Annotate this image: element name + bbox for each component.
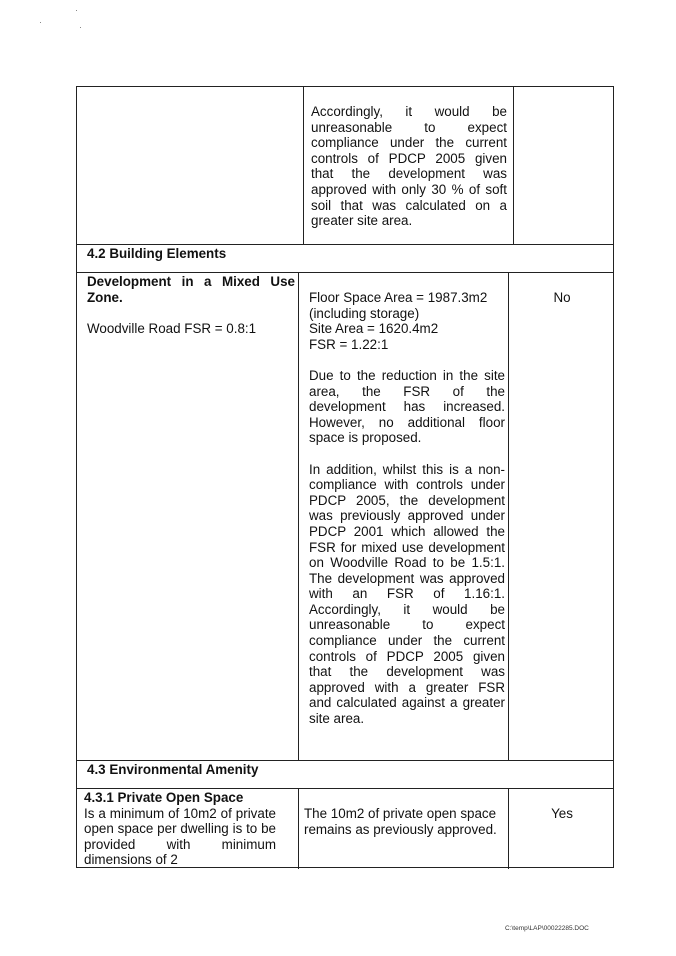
- compliance-table: [76, 86, 614, 868]
- assessment-line: Floor Space Area = 1987.3m2: [309, 290, 488, 305]
- control-text: Woodville Road FSR = 0.8:1: [87, 320, 257, 336]
- column-divider: [508, 272, 509, 760]
- column-divider: [508, 788, 509, 869]
- control-text: Is a minimum of 10m2 of private open space per dwelling is to be provided with minimum dimensions of 2: [84, 805, 276, 868]
- column-divider: [513, 87, 514, 244]
- assessment-paragraph: In addition, whilst this is a non-compliance with controls under PDCP 2005, the development was previously approved under PDCP 2001 which allowed the FSR for mixed use development on Woodville Road to be 1.5:1. The development was approved with an FSR of 1.16:1. Accordingly, it would be unreasonable to expect compliance under the current controls of PDCP 2005 given that the development was approved with a greater FSR and calculated against a greater site area.: [309, 461, 505, 727]
- row-divider: [77, 272, 613, 273]
- row1-assessment: [311, 104, 507, 229]
- column-divider: [303, 87, 304, 244]
- assessment-line: (including storage): [309, 305, 420, 321]
- row2-assessment: [309, 290, 505, 727]
- control-title: Development in a Mixed Use Zone.: [87, 274, 295, 305]
- row-divider: [77, 244, 613, 245]
- scan-marks: [30, 8, 100, 32]
- section-heading-4-3: 4.3 Environmental Amenity: [87, 762, 259, 777]
- assessment-line: FSR = 1.22:1: [309, 336, 389, 352]
- column-divider: [298, 788, 299, 869]
- assessment-line: Site Area = 1620.4m2: [309, 321, 439, 337]
- control-title: 4.3.1 Private Open Space: [84, 790, 244, 805]
- row3-complies: Yes: [551, 806, 573, 821]
- column-divider: [298, 272, 299, 760]
- assessment-paragraph: Accordingly, it would be unreasonable to expect compliance under the current controls of PDCP 2005 given that the development was approved with only 30 % of soft soil that was calculated on a greater site area.: [311, 104, 507, 229]
- row2-complies: No: [553, 290, 571, 305]
- row-divider: [77, 760, 613, 761]
- row-divider: [77, 788, 613, 789]
- assessment-paragraph: The 10m2 of private open space remains as previously approved.: [304, 806, 497, 837]
- section-heading-4-2: 4.2 Building Elements: [87, 246, 227, 261]
- row3-assessment: [304, 806, 504, 837]
- footer-file-path: C:\temp\LAP\00022285.DOC: [505, 925, 589, 932]
- row2-control: [87, 274, 295, 336]
- assessment-paragraph: Due to the reduction in the site area, the FSR of the development has increased. However, no additional floor space is proposed.: [309, 367, 505, 446]
- row3-control: [84, 790, 276, 868]
